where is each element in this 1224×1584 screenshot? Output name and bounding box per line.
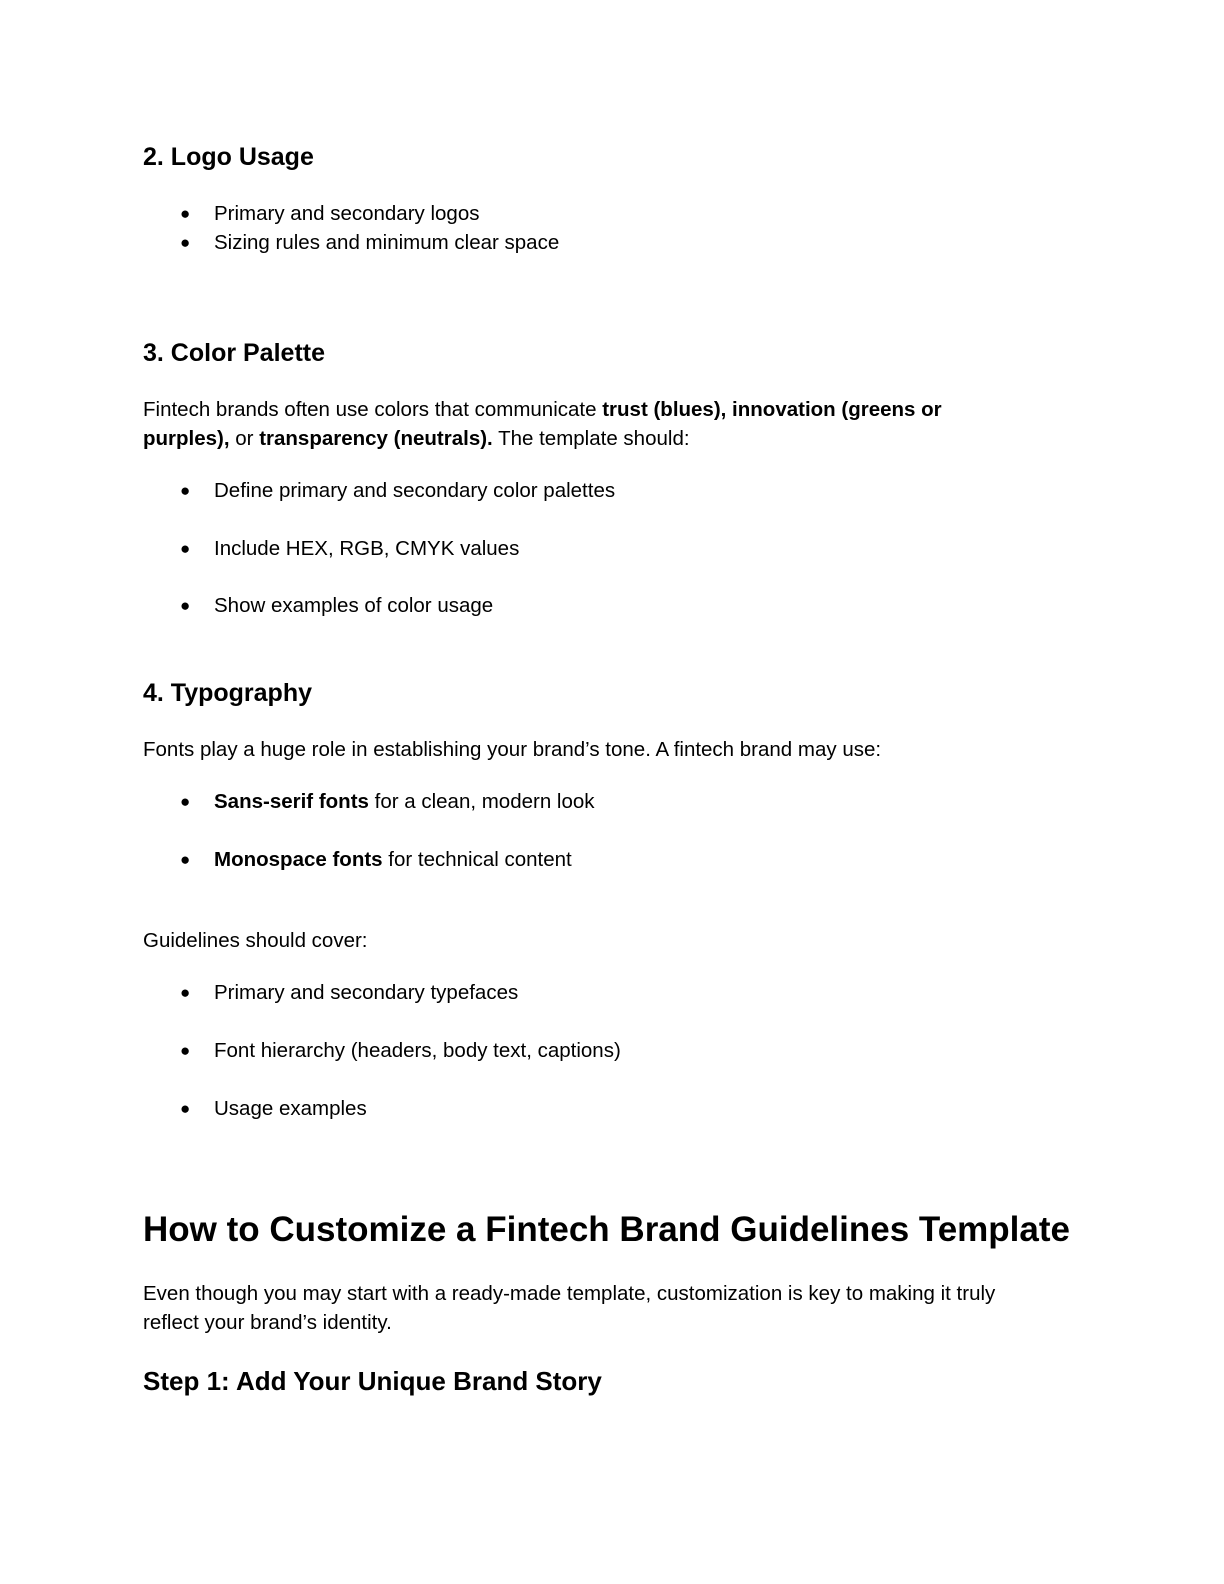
list-item-text: Show examples of color usage <box>214 594 494 617</box>
list-item-text: Sans-serif fonts for a clean, modern look <box>214 790 595 813</box>
section-heading-typography: 4. Typography <box>143 679 313 707</box>
customize-paragraph-line2: reflect your brand’s identity. <box>143 1311 392 1334</box>
section-heading-color-palette: 3. Color Palette <box>143 339 325 367</box>
step1-heading: Step 1: Add Your Unique Brand Story <box>143 1366 602 1396</box>
bullet-icon: ● <box>180 204 191 223</box>
list-item-text: Font hierarchy (headers, body text, captions) <box>214 1039 621 1062</box>
list-item-text: Primary and secondary logos <box>214 202 480 225</box>
bullet-icon: ● <box>180 596 191 615</box>
list-item-text: Include HEX, RGB, CMYK values <box>214 537 520 560</box>
guidelines-intro: Guidelines should cover: <box>143 929 368 952</box>
list-item-text: Primary and secondary typefaces <box>214 981 519 1004</box>
bullet-icon: ● <box>180 1041 191 1060</box>
bullet-icon: ● <box>180 539 191 558</box>
section-heading-customize: How to Customize a Fintech Brand Guidelines Template <box>143 1210 1070 1249</box>
list-item-text: Monospace fonts for technical content <box>214 848 572 871</box>
bullet-icon: ● <box>180 481 191 500</box>
section-heading-logo-usage: 2. Logo Usage <box>143 143 314 171</box>
bullet-icon: ● <box>180 233 191 252</box>
bullet-icon: ● <box>180 850 191 869</box>
typography-intro: Fonts play a huge role in establishing your brand’s tone. A fintech brand may use: <box>143 738 882 761</box>
bullet-icon: ● <box>180 1099 191 1118</box>
list-item-text: Sizing rules and minimum clear space <box>214 231 560 254</box>
bullet-icon: ● <box>180 983 191 1002</box>
list-item-text: Usage examples <box>214 1097 367 1120</box>
list-item-text: Define primary and secondary color palettes <box>214 479 616 502</box>
bullet-icon: ● <box>180 792 191 811</box>
color-palette-intro-line2: purples), or transparency (neutrals). The template should: <box>143 427 690 450</box>
customize-paragraph-line1: Even though you may start with a ready-made template, customization is key to making it truly <box>143 1282 996 1305</box>
color-palette-intro-line1: Fintech brands often use colors that communicate trust (blues), innovation (greens or <box>143 398 942 421</box>
